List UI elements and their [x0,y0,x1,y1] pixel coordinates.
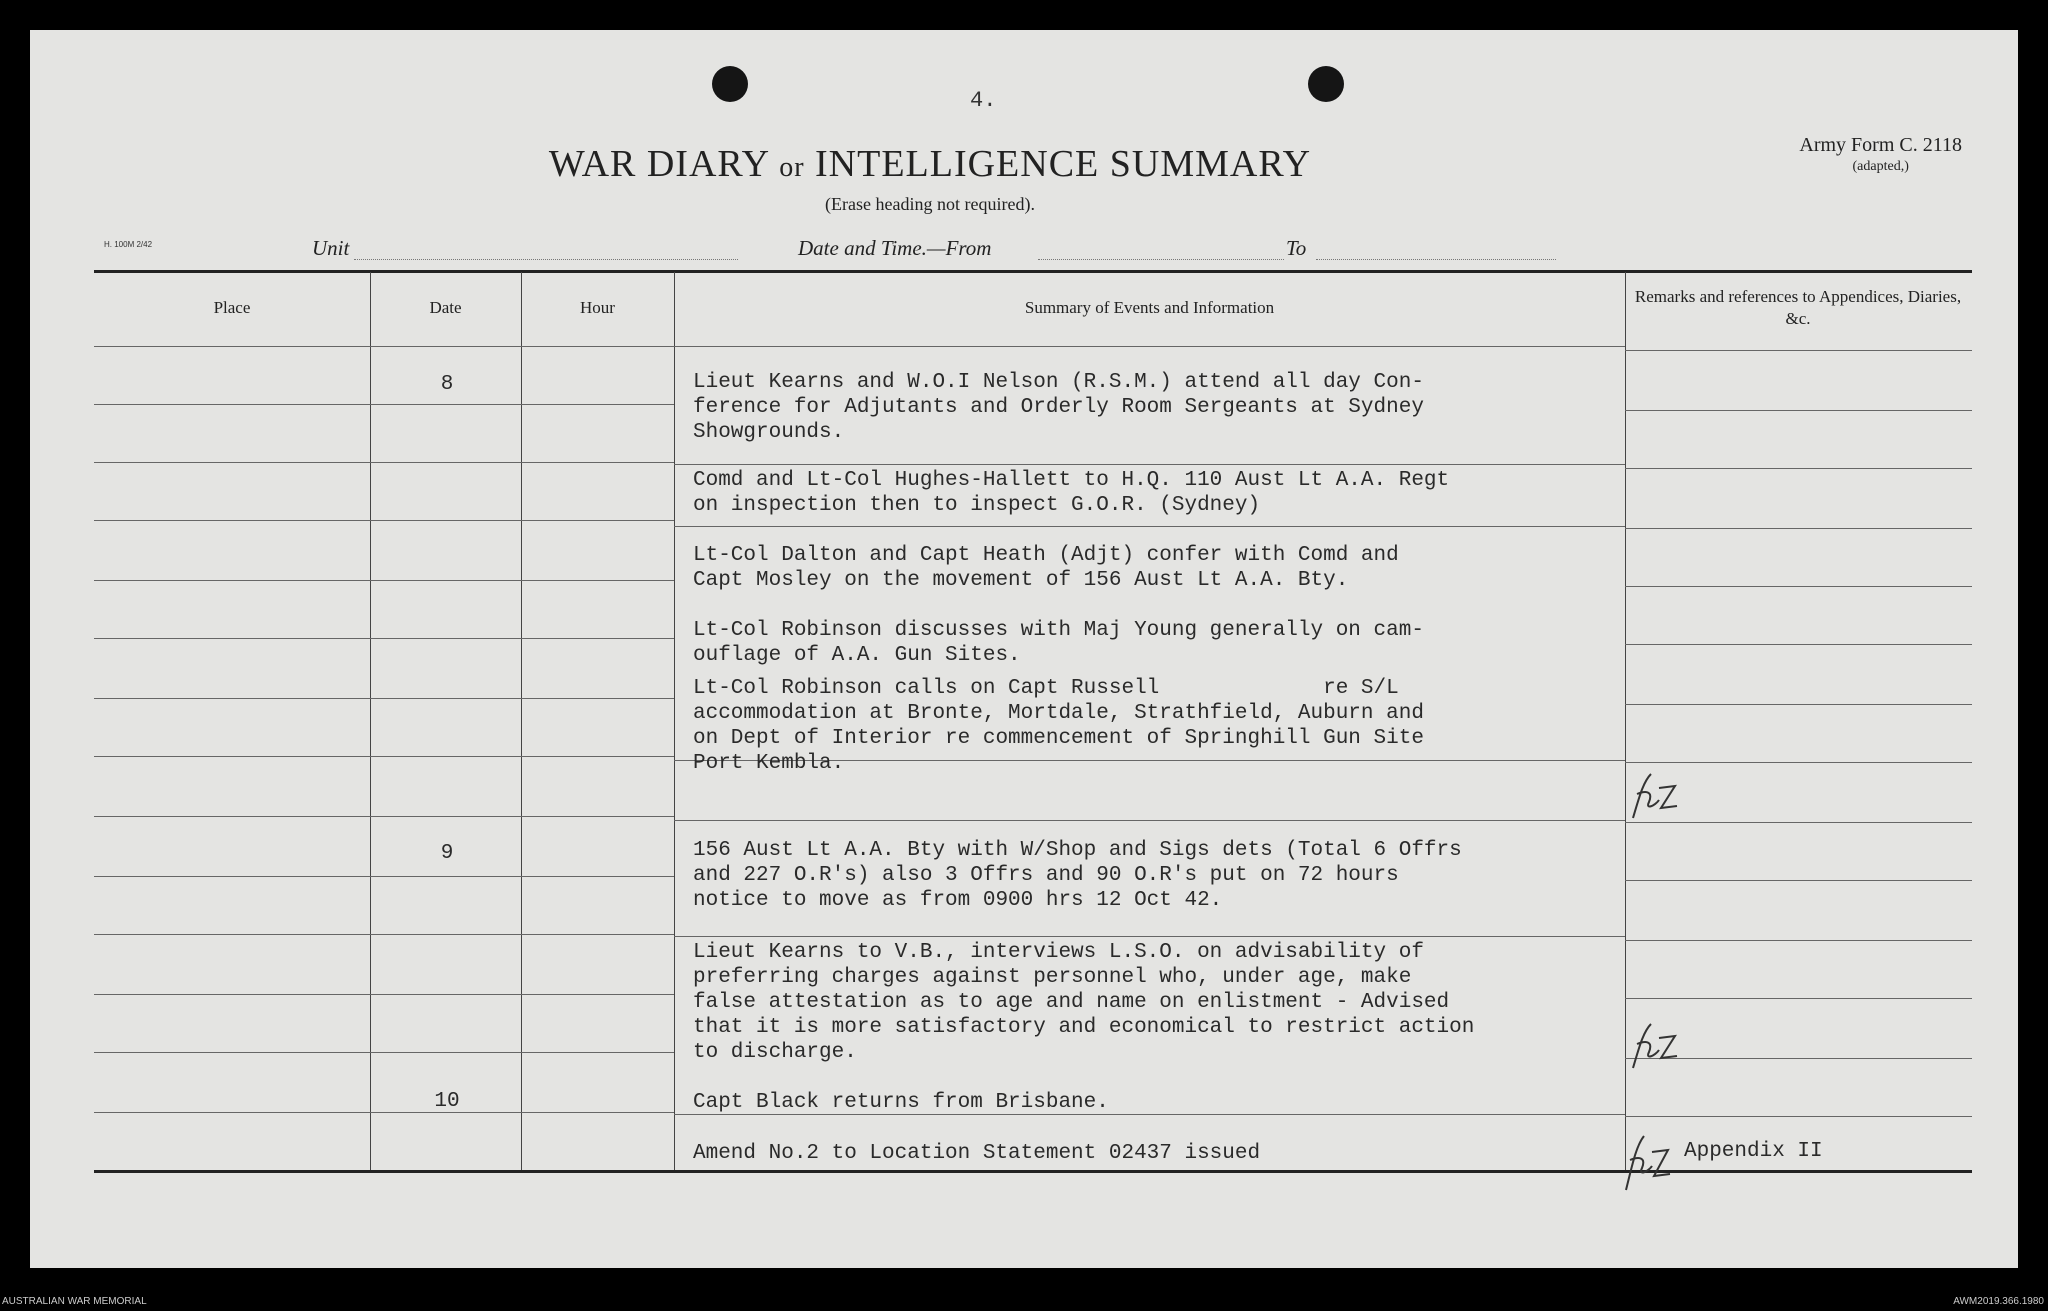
punch-hole-left [712,66,748,102]
col-header-date: Date [429,298,462,317]
col-header-place: Place [213,298,251,317]
form-subtitle: (Erase heading not required). [825,194,1035,214]
col-header-remarks: Remarks and references to Appendices, Diaries, &c. [1634,287,1962,328]
punch-hole-right [1308,66,1344,102]
divider-place-date [370,272,371,1170]
entry-text: Lieut Kearns and W.O.I Nelson (R.S.M.) attend all day Con- ference for Adjutants and Orderly Room Sergeants at Sydney Showgrounds. [693,371,1424,444]
handwritten-initials [1625,1018,1685,1074]
title-or: or [779,152,805,183]
entry-date: 8 [440,373,454,396]
ruled-line [94,1052,674,1053]
footer-archive: AUSTRALIAN WAR MEMORIAL [2,1296,147,1307]
entry-text: Amend No.2 to Location Statement 02437 issued [693,1142,1261,1165]
ruled-line [94,756,674,757]
unit-label: Unit [312,236,350,260]
ruled-line [1625,1116,1972,1117]
entry-date: 10 [434,1090,460,1113]
ruled-line [1625,644,1972,645]
entry-text: Comd and Lt-Col Hughes-Hallett to H.Q. 110 Aust Lt A.A. Regt on inspection then to inspect G.O.R. (Sydney) [693,469,1450,517]
ruled-line [1625,940,1972,941]
ruled-line [1625,880,1972,881]
print-code: H. 100M 2/42 [104,240,153,249]
page-number: 4. [970,88,997,113]
ruled-line [674,346,1625,347]
ruled-line [1625,468,1972,469]
footer-reference: AWM2019.366.1980 [1953,1296,2044,1307]
table-bottom-rule [94,1170,1972,1173]
ruled-line [674,464,1625,465]
entry-text: Lt-Col Robinson calls on Capt Russell re S/L accommodation at Bronte, Mortdale, Strathfield, Auburn and on Dept of Interior re commencement of Springhill Gun Site Port Kembla. [693,677,1424,775]
title-intelligence-summary: INTELLIGENCE SUMMARY [815,143,1312,185]
divider-date-hour [521,272,522,1170]
unit-field [354,259,738,260]
ruled-line [94,520,674,521]
col-header-summary: Summary of Events and Information [1024,298,1275,317]
ruled-line [1625,586,1972,587]
ruled-line [1625,410,1972,411]
ruled-line [94,580,674,581]
form-reference [1799,134,1962,175]
table-top-rule [94,270,1972,273]
ruled-line [1625,998,1972,999]
entry-text: Lieut Kearns to V.B., interviews L.S.O. on advisability of preferring charges against personnel who, under age, make false attestation as to age and name on enlistment - Advised that it is more satisfactory and economical to restrict action to discharge. [693,941,1475,1064]
col-header-hour: Hour [580,298,615,317]
entry-text: Lt-Col Dalton and Capt Heath (Adjt) confer with Comd and Capt Mosley on the movement of 156 Aust Lt A.A. Bty. [693,544,1399,592]
form-note: (adapted,) [1852,159,1909,174]
ruled-line [94,462,674,463]
ruled-line [94,404,674,405]
appendix-reference: Appendix II [1684,1140,1823,1163]
date-from-label: Date and Time.—From [798,236,992,260]
ruled-line [1625,704,1972,705]
ruled-line [94,876,674,877]
to-label: To [1286,236,1307,260]
entry-text: Capt Black returns from Brisbane. [693,1091,1109,1114]
ruled-line [1625,350,1972,351]
ruled-line [94,638,674,639]
ruled-line [94,934,674,935]
title-war-diary: WAR DIARY [548,143,769,185]
ruled-line [1625,528,1972,529]
ruled-line [1625,762,1972,763]
ruled-line [94,698,674,699]
ruled-line [94,816,674,817]
ruled-line [674,820,1625,821]
to-field [1316,259,1556,260]
entry-date: 9 [440,842,454,865]
divider-hour-summary [674,272,675,1170]
handwritten-initials [1625,768,1685,824]
ruled-line [94,346,674,347]
date-from-field [1038,259,1284,260]
ruled-line [674,936,1625,937]
entry-text: Lt-Col Robinson discusses with Maj Young generally on cam- ouflage of A.A. Gun Sites. [693,619,1424,667]
handwritten-initials [1618,1130,1678,1196]
ruled-line [94,994,674,995]
entry-text: 156 Aust Lt A.A. Bty with W/Shop and Sigs dets (Total 6 Offrs and 227 O.R's) also 3 Offrs and 90 O.R's put on 72 hours notice to move as from 0900 hrs 12 Oct 42. [693,839,1462,912]
ruled-line [674,526,1625,527]
form-number: Army Form C. 2118 [1799,134,1962,156]
